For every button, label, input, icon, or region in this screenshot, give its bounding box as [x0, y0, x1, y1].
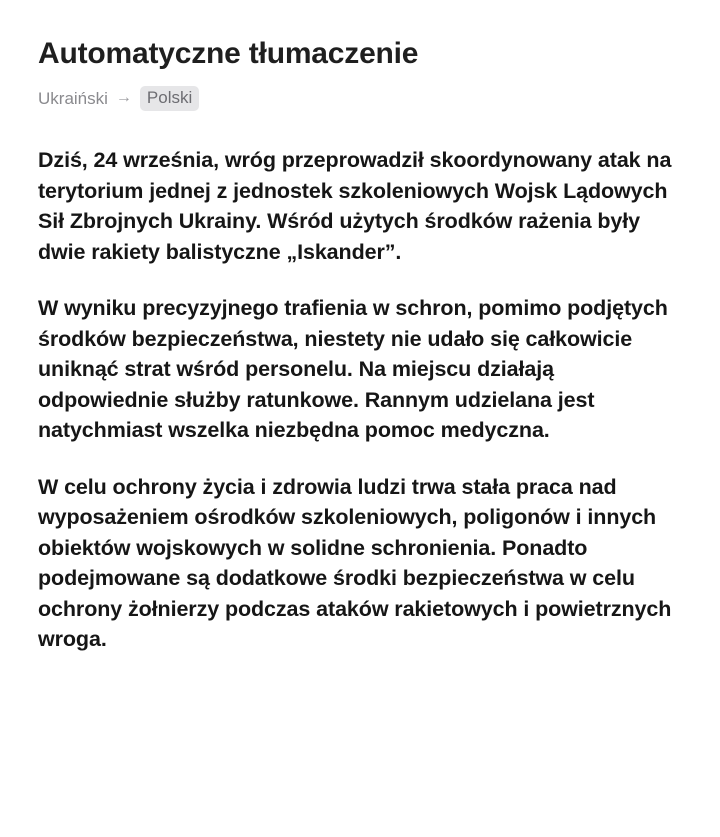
source-language-label: Ukraiński: [38, 88, 108, 108]
paragraph: W wyniku precyzyjnego trafienia w schron, pomimo podjętych środków bezpieczeństwa, niestety nie udało się całkowicie uniknąć strat wśród personelu. Na miejscu działają odpowiednie służby ratunkowe. Rannym udzielana jest natychmiast wszelka niezbędna pomoc medyczna.: [38, 296, 668, 443]
arrow-right-icon: →: [115, 89, 132, 106]
language-pair: [38, 86, 684, 111]
target-language-badge[interactable]: Polski: [140, 86, 199, 111]
translated-body: [38, 145, 684, 655]
paragraph: Dziś, 24 września, wróg przeprowadził skoordynowany atak na terytorium jednej z jednostek szkoleniowych Wojsk Lądowych Sił Zbrojnych Ukrainy. Wśród użytych środków rażenia były dwie rakiety balistyczne „Iskander”.: [38, 148, 672, 264]
paragraph: W celu ochrony życia i zdrowia ludzi trwa stała praca nad wyposażeniem ośrodków szkoleniowych, poligonów i innych obiektów wojskowych w solidne schronienia. Ponadto podejmowane są dodatkowe środki bezpieczeństwa w celu ochrony żołnierzy podczas ataków rakietowych i powietrznych wroga.: [38, 474, 672, 652]
page-title: Automatyczne tłumaczenie: [38, 37, 419, 70]
